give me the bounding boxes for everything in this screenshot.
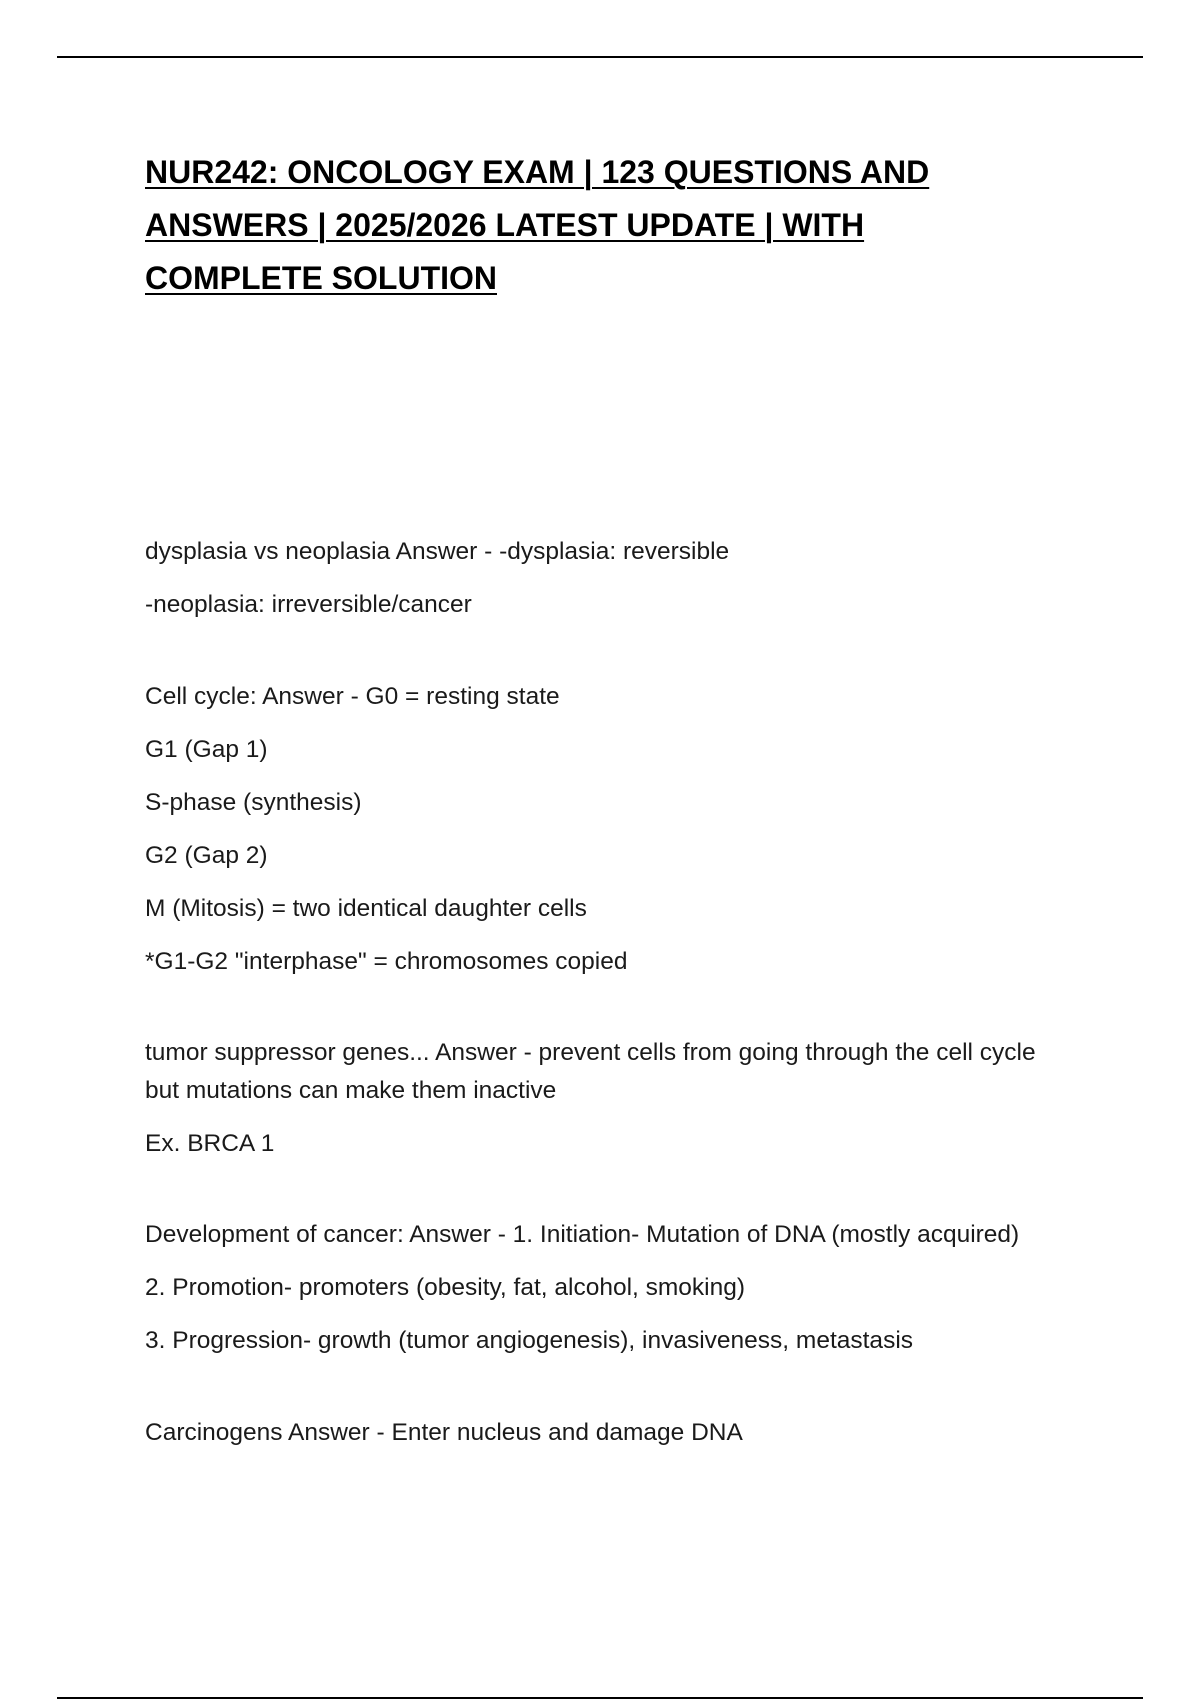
qa-line: 2. Promotion- promoters (obesity, fat, alcohol, smoking): [145, 1274, 746, 1301]
qa-item-tumor-suppressor: [145, 1034, 1055, 1163]
qa-line: Carcinogens Answer - Enter nucleus and damage DNA: [145, 1419, 743, 1446]
qa-line: tumor suppressor genes... Answer - prevent cells from going through the cell cycle but mutations can make them inactive: [145, 1039, 1036, 1104]
qa-line: Ex. BRCA 1: [145, 1130, 275, 1157]
qa-item-cell-cycle: [145, 677, 1055, 981]
qa-item-carcinogens: [145, 1413, 1055, 1452]
qa-line: *G1-G2 "interphase" = chromosomes copied: [145, 948, 628, 975]
qa-line: 3. Progression- growth (tumor angiogenesis), invasiveness, metastasis: [145, 1327, 914, 1354]
qa-line: G2 (Gap 2): [145, 842, 268, 869]
top-rule: [57, 56, 1143, 58]
qa-item-dysplasia: [145, 532, 1055, 624]
qa-item-development-of-cancer: [145, 1216, 1055, 1360]
qa-line: S-phase (synthesis): [145, 789, 362, 816]
qa-line: M (Mitosis) = two identical daughter cells: [145, 895, 587, 922]
document-title: NUR242: ONCOLOGY EXAM | 123 QUESTIONS AND ANSWERS | 2025/2026 LATEST UPDATE | WITH COMPLETE SOLUTION: [145, 154, 930, 296]
qa-line: Cell cycle: Answer - G0 = resting state: [145, 683, 560, 710]
qa-line: G1 (Gap 1): [145, 736, 268, 763]
bottom-rule: [57, 1697, 1143, 1699]
qa-line: Development of cancer: Answer - 1. Initiation- Mutation of DNA (mostly acquired): [145, 1221, 1020, 1248]
qa-line: -neoplasia: irreversible/cancer: [145, 591, 472, 618]
qa-content: [145, 532, 1055, 1505]
qa-line: dysplasia vs neoplasia Answer - -dysplasia: reversible: [145, 538, 730, 565]
